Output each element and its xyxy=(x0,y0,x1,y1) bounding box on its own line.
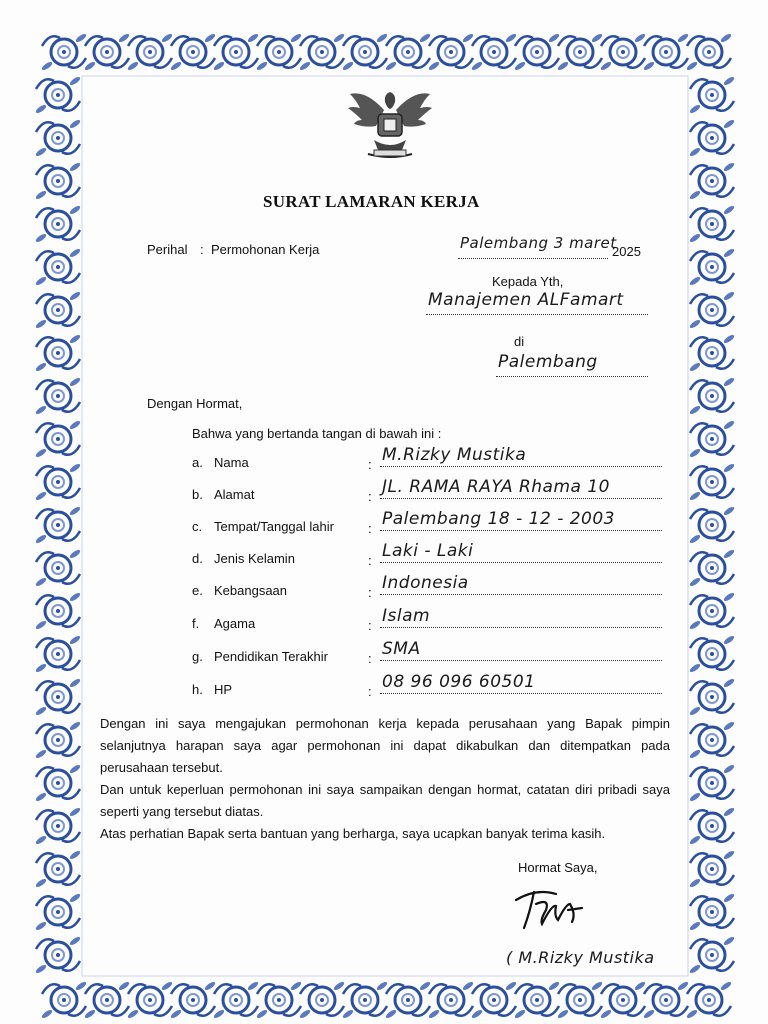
field-value: Palembang 18 - 12 - 2003 xyxy=(382,509,615,529)
field-colon: : xyxy=(368,585,372,600)
garuda-emblem xyxy=(344,84,436,166)
field-value: 08 96 096 60501 xyxy=(382,672,536,692)
field-letter: b. xyxy=(192,487,203,502)
field-letter: c. xyxy=(192,519,203,534)
field-colon: : xyxy=(368,553,372,568)
field-colon: : xyxy=(368,521,372,536)
field-value: Laki - Laki xyxy=(382,541,474,561)
signer-name: ( M.Rizky Mustika xyxy=(506,948,655,967)
field-letter: g. xyxy=(192,649,203,664)
perihal-separator: : xyxy=(200,242,204,257)
dotted-line xyxy=(380,660,662,661)
paragraph-2: Dan untuk keperluan permohonan ini saya sampaikan dengan hormat, catatan diri pribadi saya seperti yang tersebut diatas. xyxy=(100,782,670,819)
date-handwritten: Palembang 3 maret xyxy=(460,234,617,252)
perihal-label: Perihal xyxy=(147,242,188,257)
dotted-line xyxy=(380,498,662,499)
document-title: SURAT LAMARAN KERJA xyxy=(263,192,480,211)
dotted-line xyxy=(380,466,662,467)
recipient-city: Palembang xyxy=(498,352,598,372)
handwritten-signature xyxy=(506,880,596,940)
field-colon: : xyxy=(368,457,372,472)
salutation: Dengan Hormat, xyxy=(147,396,243,411)
field-label: Kebangsaan xyxy=(214,583,288,598)
field-colon: : xyxy=(368,684,372,699)
perihal-value: Permohonan Kerja xyxy=(211,242,320,257)
field-letter: f. xyxy=(192,616,200,631)
field-value: M.Rizky Mustika xyxy=(382,445,527,465)
recipient-di: di xyxy=(514,334,525,349)
dotted-line xyxy=(380,594,662,595)
field-value: Islam xyxy=(382,606,431,626)
field-letter: a. xyxy=(192,455,203,470)
field-letter: e. xyxy=(192,583,203,598)
dotted-line xyxy=(380,562,662,563)
field-letter: h. xyxy=(192,682,203,697)
field-label: Nama xyxy=(214,455,249,470)
field-label: Tempat/Tanggal lahir xyxy=(214,519,334,534)
field-value: SMA xyxy=(382,639,421,659)
field-label: Agama xyxy=(214,616,256,631)
field-label: Jenis Kelamin xyxy=(214,551,295,566)
paragraph-3: Atas perhatian Bapak serta bantuan yang berharga, saya ucapkan banyak terima kasih. xyxy=(100,826,606,841)
field-value: Indonesia xyxy=(382,573,469,593)
field-colon: : xyxy=(368,618,372,633)
intro-text: Bahwa yang bertanda tangan di bawah ini : xyxy=(192,426,442,441)
recipient-name: Manajemen ALFamart xyxy=(428,290,624,310)
field-letter: d. xyxy=(192,551,203,566)
field-colon: : xyxy=(368,489,372,504)
dotted-line xyxy=(380,530,662,531)
recipient-greeting: Kepada Yth, xyxy=(492,274,564,289)
field-label: Alamat xyxy=(214,487,255,502)
field-colon: : xyxy=(368,651,372,666)
date-year: 2025 xyxy=(612,244,641,259)
dotted-line xyxy=(380,627,662,628)
dotted-line xyxy=(380,693,662,694)
field-value: JL. RAMA RAYA Rhama 10 xyxy=(382,477,610,497)
field-label: HP xyxy=(214,682,233,697)
field-label: Pendidikan Terakhir xyxy=(214,649,328,664)
paragraph-1: Dengan ini saya mengajukan permohonan kerja kepada perusahaan yang Bapak pimpin selanjutnya harapan saya agar permohonan ini dapat dikabulkan dan ditempatkan pada perusahaan tersebut. xyxy=(100,716,670,775)
closing-text: Hormat Saya, xyxy=(518,860,598,875)
